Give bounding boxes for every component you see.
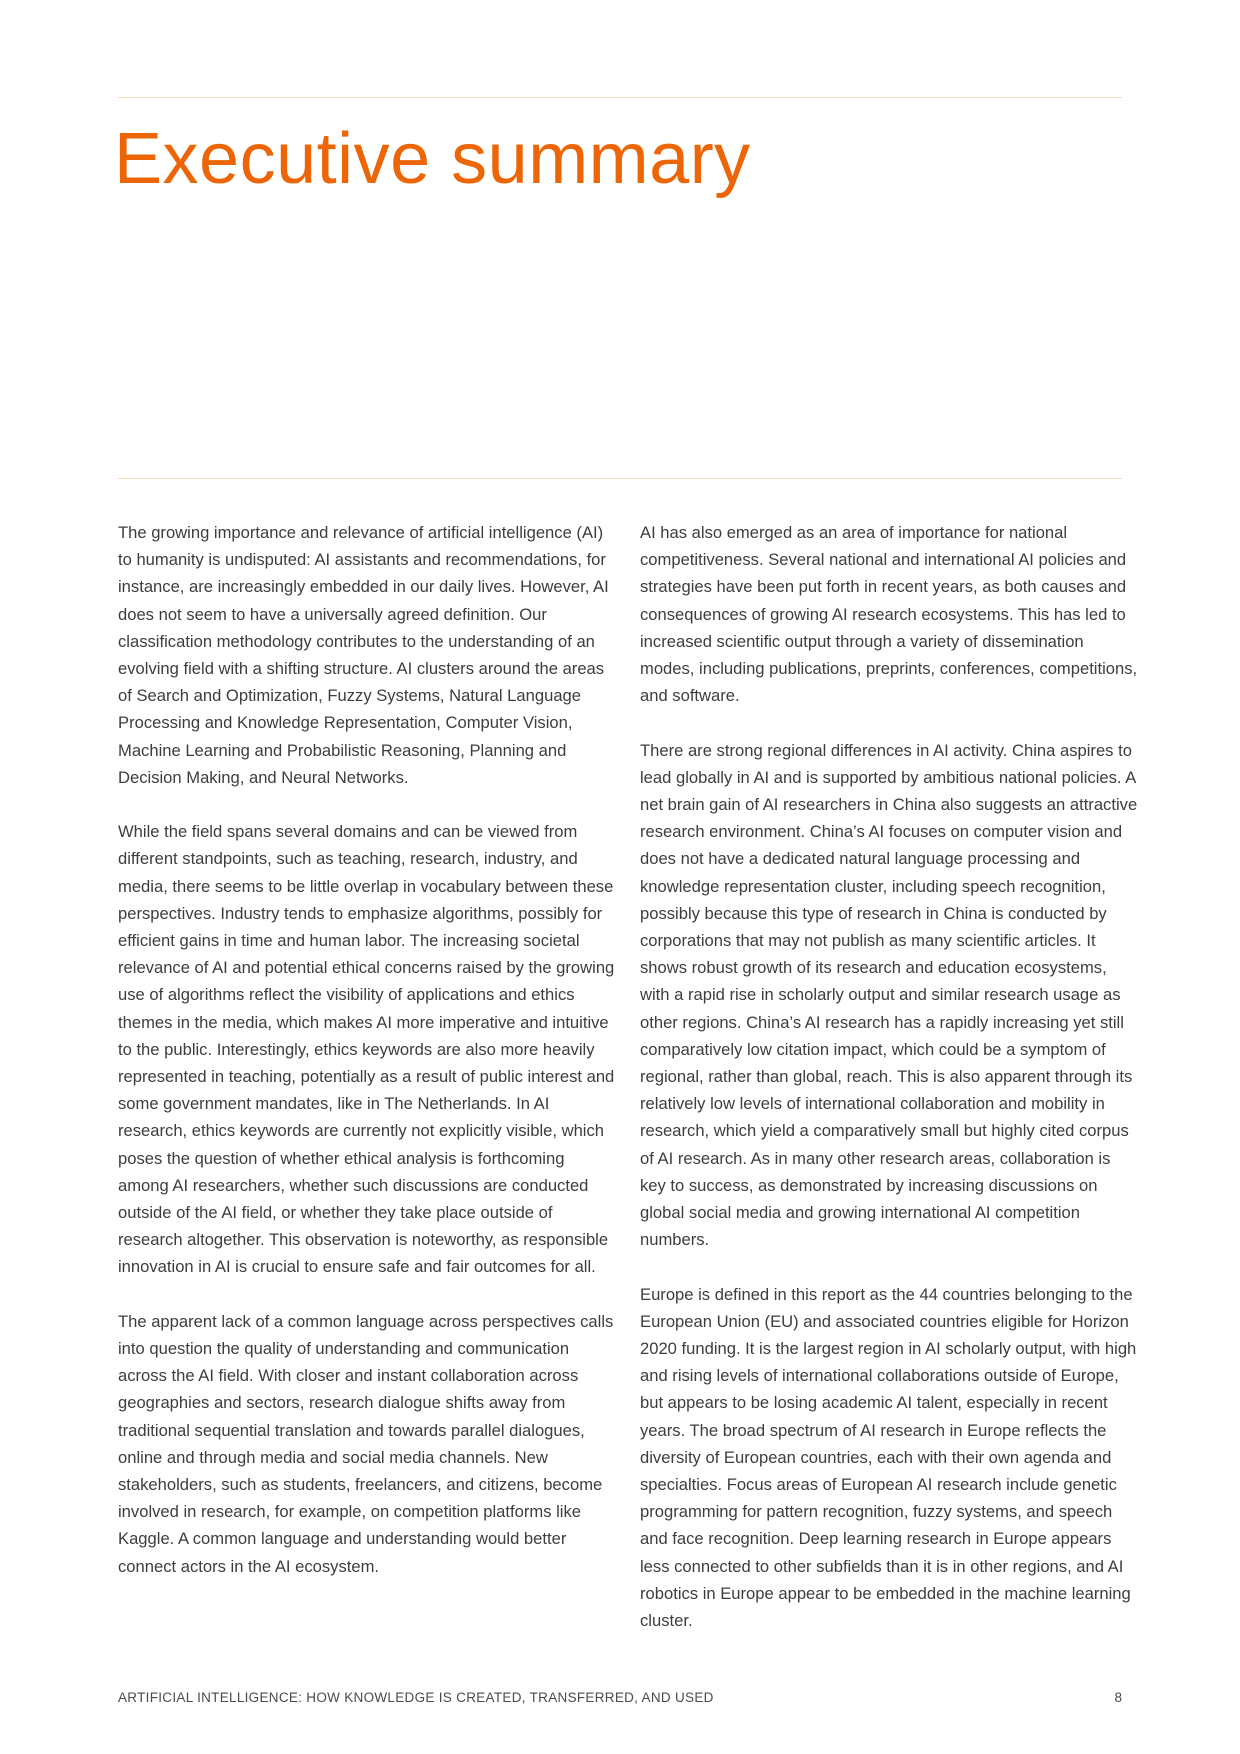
page-title: Executive summary [114, 119, 751, 199]
page-number: 8 [1114, 1690, 1122, 1705]
paragraph: There are strong regional differences in AI activity. China aspires to lead globally in AI and is supported by ambitious national policies. A net brain gain of AI researchers in China also suggests an attractive research environment. China’s AI focuses on computer vision and does not have a dedicated natural language processing and knowledge representation cluster, including speech recognition, possibly because this type of research in China is conducted by corporations that may not publish as many scientific articles. It shows robust growth of its research and education ecosystems, with a rapid rise in scholarly output and similar research usage as other regions. China’s AI research has a rapidly increasing yet still comparatively low citation impact, which could be a symptom of regional, rather than global, reach. This is also apparent through its relatively low levels of international collaboration and mobility in research, which yield a comparatively small but highly cited corpus of AI research. As in many other research areas, collaboration is key to success, as demonstrated by increasing discussions on global social media and growing international AI competition numbers. [640, 740, 1138, 1250]
left-column [118, 519, 616, 1607]
paragraph: AI has also emerged as an area of importance for national competitiveness. Several national and international AI policies and strategies have been put forth in recent years, as both causes and consequences of growing AI research ecosystems. This has led to increased scientific output through a variety of dissemination modes, including publications, preprints, conferences, competitions, and software. [640, 523, 1138, 706]
paragraph: The growing importance and relevance of artificial intelligence (AI) to humanity is undisputed: AI assistants and recommendations, for instance, are increasingly embedded in our daily lives. However, AI does not seem to have a universally agreed definition. Our classification methodology contributes to the understanding of an evolving field with a shifting structure. AI clusters around the areas of Search and Optimization, Fuzzy Systems, Natural Language Processing and Knowledge Representation, Computer Vision, Machine Learning and Probabilistic Reasoning, Planning and Decision Making, and Neural Networks. [118, 523, 609, 787]
paragraph: While the field spans several domains and can be viewed from different standpoints, such as teaching, research, industry, and media, there seems to be little overlap in vocabulary between these perspectives. Industry tends to emphasize algorithms, possibly for efficient gains in time and human labor. The increasing societal relevance of AI and potential ethical concerns raised by the growing use of algorithms reflect the visibility of applications and ethics themes in the media, which makes AI more imperative and intuitive to the public. Interestingly, ethics keywords are also more heavily represented in teaching, potentially as a result of public interest and some government mandates, like in The Netherlands. In AI research, ethics keywords are currently not explicitly visible, which poses the question of whether ethical analysis is forthcoming among AI researchers, whether such discussions are conducted outside of the AI field, or whether they take place outside of research altogether. This observation is noteworthy, as responsible innovation in AI is crucial to ensure safe and fair outcomes for all. [118, 822, 615, 1277]
section-divider [118, 478, 1122, 479]
running-footer-title: ARTIFICIAL INTELLIGENCE: HOW KNOWLEDGE IS CREATED, TRANSFERRED, AND USED [118, 1690, 714, 1705]
top-divider [118, 97, 1122, 98]
paragraph: Europe is defined in this report as the 44 countries belonging to the European Union (EU) and associated countries eligible for Horizon 2020 funding. It is the largest region in AI scholarly output, with high and rising levels of international collaborations outside of Europe, but appears to be losing academic AI talent, especially in recent years. The broad spectrum of AI research in Europe reflects the diversity of European countries, each with their own agenda and specialties. Focus areas of European AI research include genetic programming for pattern recognition, fuzzy systems, and speech and face recognition. Deep learning research in Europe appears less connected to other subfields than it is in other regions, and AI robotics in Europe appear to be embedded in the machine learning cluster. [640, 1284, 1137, 1631]
right-column [640, 519, 1138, 1661]
paragraph: The apparent lack of a common language across perspectives calls into question the quality of understanding and communication across the AI field. With closer and instant collaboration across geographies and sectors, research dialogue shifts away from traditional sequential translation and towards parallel dialogues, online and through media and social media channels. New stakeholders, such as students, freelancers, and citizens, become involved in research, for example, on competition platforms like Kaggle. A common language and understanding would better connect actors in the AI ecosystem. [118, 1311, 614, 1576]
